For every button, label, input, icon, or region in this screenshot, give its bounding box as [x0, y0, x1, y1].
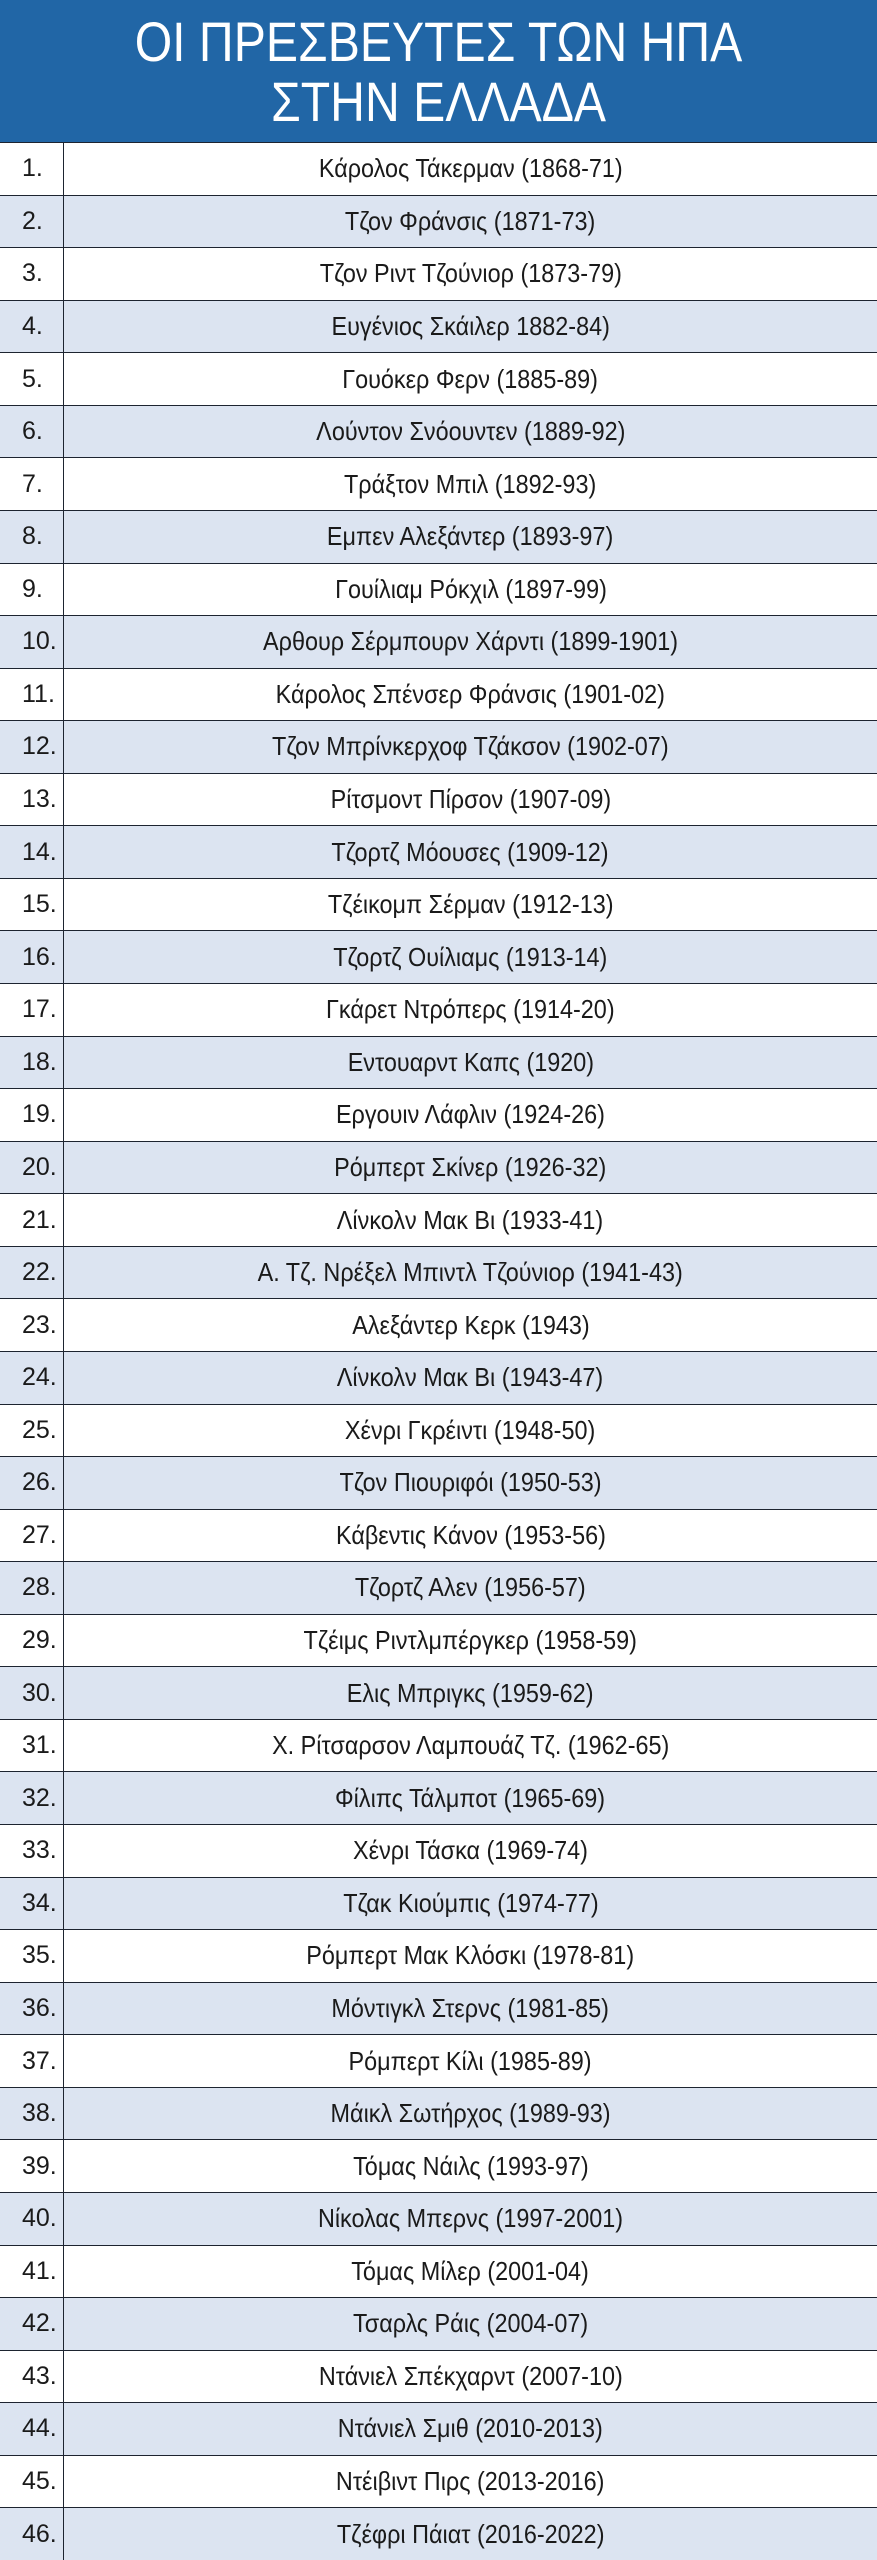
- ambassador-cell: [64, 248, 877, 300]
- row-number: 17.: [0, 984, 64, 1036]
- ambassador-name: Αρθουρ Σέρμπουρν Χάρντι (1899-1901): [263, 626, 678, 657]
- row-number: 30.: [0, 1667, 64, 1719]
- row-number: 3.: [0, 248, 64, 300]
- ambassador-cell: [64, 1457, 877, 1509]
- ambassador-cell: [64, 826, 877, 878]
- ambassadors-table: [0, 142, 877, 2560]
- table-row: [0, 1089, 877, 1142]
- ambassador-name: Ντάνιελ Σπέκχαρντ (2007-10): [318, 2360, 623, 2391]
- table-row: [0, 2035, 877, 2088]
- ambassador-name: Ντάνιελ Σμιθ (2010-2013): [337, 2413, 604, 2444]
- table-row: [0, 1825, 877, 1878]
- ambassador-name: Φίλιπς Τάλμποτ (1965-69): [335, 1782, 606, 1813]
- ambassador-name: Λίνκολν Μακ Βι (1933-41): [337, 1204, 604, 1235]
- ambassador-name: Τζέιμς Ριντλμπέργκερ (1958-59): [303, 1625, 638, 1656]
- row-number: 19.: [0, 1089, 64, 1141]
- ambassador-cell: [64, 1247, 877, 1299]
- row-number: 25.: [0, 1405, 64, 1457]
- row-number: 18.: [0, 1037, 64, 1089]
- ambassador-cell: [64, 1930, 877, 1982]
- table-row: [0, 1457, 877, 1510]
- row-number: 31.: [0, 1720, 64, 1772]
- ambassador-cell: [64, 2456, 877, 2508]
- row-number: 20.: [0, 1142, 64, 1194]
- row-number: 28.: [0, 1562, 64, 1614]
- ambassador-cell: [64, 2088, 877, 2140]
- ambassador-name: Ρόμπερτ Σκίνερ (1926-32): [334, 1151, 607, 1182]
- ambassador-name: Χένρι Τάσκα (1969-74): [353, 1835, 588, 1866]
- ambassador-cell: [64, 458, 877, 510]
- row-number: 43.: [0, 2351, 64, 2403]
- row-number: 46.: [0, 2508, 64, 2560]
- ambassador-name: Ντέιβιντ Πιρς (2013-2016): [336, 2466, 605, 2497]
- ambassador-name: Ρίτσμοντ Πίρσον (1907-09): [330, 784, 611, 815]
- table-row: [0, 1562, 877, 1615]
- row-number: 41.: [0, 2246, 64, 2298]
- row-number: 26.: [0, 1457, 64, 1509]
- row-number: 37.: [0, 2035, 64, 2087]
- table-row: [0, 1667, 877, 1720]
- table-row: [0, 2456, 877, 2509]
- row-number: 8.: [0, 511, 64, 563]
- ambassador-cell: [64, 301, 877, 353]
- table-row: [0, 1878, 877, 1931]
- ambassador-name: Τζορτζ Ουίλιαμς (1913-14): [333, 941, 608, 972]
- row-number: 35.: [0, 1930, 64, 1982]
- row-number: 11.: [0, 669, 64, 721]
- table-row: [0, 458, 877, 511]
- ambassador-name: Τζον Φράνσις (1871-73): [345, 205, 596, 236]
- row-number: 5.: [0, 353, 64, 405]
- row-number: 29.: [0, 1615, 64, 1667]
- ambassador-cell: [64, 1772, 877, 1824]
- table-row: [0, 564, 877, 617]
- row-number: 9.: [0, 564, 64, 616]
- row-number: 14.: [0, 826, 64, 878]
- row-number: 32.: [0, 1772, 64, 1824]
- row-number: 10.: [0, 616, 64, 668]
- ambassador-cell: [64, 1037, 877, 1089]
- table-row: [0, 2246, 877, 2299]
- ambassador-name: Ελις Μπριγκς (1959-62): [347, 1677, 594, 1708]
- row-number: 27.: [0, 1510, 64, 1562]
- page-title: ΟΙ ΠΡΕΣΒΕΥΤΕΣ ΤΩΝ ΗΠΑ ΣΤΗΝ ΕΛΛΑΔΑ: [134, 10, 743, 133]
- row-number: 13.: [0, 774, 64, 826]
- table-row: [0, 301, 877, 354]
- table-row: [0, 2403, 877, 2456]
- ambassador-name: Τζον Μπρίνκερχοφ Τζάκσον (1902-07): [272, 731, 669, 762]
- row-number: 1.: [0, 143, 64, 195]
- table-row: [0, 1405, 877, 1458]
- table-row: [0, 248, 877, 301]
- ambassador-name: Λίνκολν Μακ Βι (1943-47): [337, 1362, 604, 1393]
- ambassador-name: Τσαρλς Ράις (2004-07): [352, 2308, 589, 2339]
- ambassador-cell: [64, 1510, 877, 1562]
- row-number: 40.: [0, 2193, 64, 2245]
- ambassador-name: Ρόμπερτ Μακ Κλόσκι (1978-81): [306, 1940, 635, 1971]
- ambassador-name: Χ. Ρίτσαρσον Λαμπουάζ Τζ. (1962-65): [271, 1730, 670, 1761]
- ambassador-name: Εμπεν Αλεξάντερ (1893-97): [327, 521, 614, 552]
- row-number: 22.: [0, 1247, 64, 1299]
- ambassador-name: Τζον Πιουριφόι (1950-53): [339, 1467, 602, 1498]
- row-number: 4.: [0, 301, 64, 353]
- ambassador-name: Νίκολας Μπερνς (1997-2001): [317, 2203, 624, 2234]
- table-row: [0, 1142, 877, 1195]
- row-number: 38.: [0, 2088, 64, 2140]
- ambassador-name: Τζορτζ Μόουσες (1909-12): [331, 836, 610, 867]
- row-number: 2.: [0, 196, 64, 248]
- row-number: 12.: [0, 721, 64, 773]
- ambassador-cell: [64, 879, 877, 931]
- table-row: [0, 1983, 877, 2036]
- table-row: [0, 353, 877, 406]
- table-row: [0, 1352, 877, 1405]
- ambassador-name: Γκάρετ Ντρόπερς (1914-20): [326, 994, 615, 1025]
- table-row: [0, 196, 877, 249]
- ambassador-name: Κάρολος Σπένσερ Φράνσις (1901-02): [275, 678, 666, 709]
- ambassador-cell: [64, 1194, 877, 1246]
- table-row: [0, 984, 877, 1037]
- ambassador-cell: [64, 1825, 877, 1877]
- ambassador-name: Τόμας Μίλερ (2001-04): [351, 2255, 590, 2286]
- ambassador-cell: [64, 406, 877, 458]
- ambassador-cell: [64, 1720, 877, 1772]
- ambassador-cell: [64, 143, 877, 195]
- ambassador-cell: [64, 2508, 877, 2560]
- table-row: [0, 879, 877, 932]
- table-row: [0, 774, 877, 827]
- ambassador-name: Μόντιγκλ Στερνς (1981-85): [331, 1992, 610, 2023]
- table-row: [0, 2140, 877, 2193]
- ambassador-cell: [64, 2351, 877, 2403]
- table-row: [0, 931, 877, 984]
- ambassador-cell: [64, 1615, 877, 1667]
- ambassador-cell: [64, 1667, 877, 1719]
- table-row: [0, 2351, 877, 2404]
- ambassador-name: Χένρι Γκρέιντι (1948-50): [345, 1414, 596, 1445]
- ambassador-name: Εντουαρντ Καπς (1920): [347, 1046, 594, 1077]
- ambassador-cell: [64, 353, 877, 405]
- row-number: 7.: [0, 458, 64, 510]
- ambassador-name: Τζακ Κιούμπις (1974-77): [342, 1887, 599, 1918]
- ambassador-cell: [64, 2193, 877, 2245]
- ambassador-cell: [64, 1878, 877, 1930]
- row-number: 24.: [0, 1352, 64, 1404]
- ambassador-name: Α. Τζ. Νρέξελ Μπιντλ Τζούνιορ (1941-43): [257, 1257, 684, 1288]
- ambassador-cell: [64, 931, 877, 983]
- row-number: 44.: [0, 2403, 64, 2455]
- table-row: [0, 1615, 877, 1668]
- row-number: 16.: [0, 931, 64, 983]
- table-row: [0, 2088, 877, 2141]
- table-row: [0, 721, 877, 774]
- table-row: [0, 143, 877, 196]
- ambassador-cell: [64, 669, 877, 721]
- table-row: [0, 1720, 877, 1773]
- table-row: [0, 1299, 877, 1352]
- ambassador-name: Γουίλιαμ Ρόκχιλ (1897-99): [334, 573, 607, 604]
- ambassador-cell: [64, 564, 877, 616]
- ambassador-name: Λούντον Σνόουντεν (1889-92): [315, 416, 626, 447]
- ambassador-name: Μάικλ Σωτήρχος (1989-93): [330, 2098, 611, 2129]
- table-row: [0, 406, 877, 459]
- ambassador-cell: [64, 196, 877, 248]
- ambassador-name: Κάρολος Τάκερμαν (1868-71): [318, 153, 623, 184]
- ambassador-name: Τράξτον Μπιλ (1892-93): [344, 468, 597, 499]
- ambassador-cell: [64, 1089, 877, 1141]
- ambassador-name: Τζέικομπ Σέρμαν (1912-13): [327, 889, 614, 920]
- ambassador-name: Τόμας Νάιλς (1993-97): [352, 2150, 589, 2181]
- ambassador-cell: [64, 2403, 877, 2455]
- table-row: [0, 1247, 877, 1300]
- row-number: 36.: [0, 1983, 64, 2035]
- ambassador-cell: [64, 1983, 877, 2035]
- ambassador-cell: [64, 721, 877, 773]
- header-banner: [0, 0, 877, 142]
- ambassador-cell: [64, 984, 877, 1036]
- row-number: 45.: [0, 2456, 64, 2508]
- table-row: [0, 511, 877, 564]
- ambassador-cell: [64, 616, 877, 668]
- ambassador-cell: [64, 2140, 877, 2192]
- row-number: 6.: [0, 406, 64, 458]
- ambassador-name: Ευγένιος Σκάιλερ 1882-84): [331, 310, 610, 341]
- table-row: [0, 1930, 877, 1983]
- ambassador-cell: [64, 1352, 877, 1404]
- table-row: [0, 616, 877, 669]
- row-number: 15.: [0, 879, 64, 931]
- ambassador-name: Κάβεντις Κάνον (1953-56): [335, 1519, 606, 1550]
- table-row: [0, 669, 877, 722]
- ambassador-name: Ρόμπερτ Κίλι (1985-89): [348, 2045, 593, 2076]
- ambassador-name: Τζορτζ Αλεν (1956-57): [355, 1572, 586, 1603]
- table-row: [0, 1037, 877, 1090]
- ambassador-name: Αλεξάντερ Κερκ (1943): [351, 1309, 590, 1340]
- ambassador-cell: [64, 511, 877, 563]
- table-row: [0, 2193, 877, 2246]
- ambassador-cell: [64, 2246, 877, 2298]
- ambassador-name: Τζέφρι Πάιατ (2016-2022): [336, 2518, 605, 2549]
- ambassador-name: Τζον Ριντ Τζούνιορ (1873-79): [319, 258, 622, 289]
- table-row: [0, 1194, 877, 1247]
- table-row: [0, 2508, 877, 2560]
- ambassador-cell: [64, 1562, 877, 1614]
- table-row: [0, 826, 877, 879]
- table-row: [0, 2298, 877, 2351]
- row-number: 23.: [0, 1299, 64, 1351]
- row-number: 21.: [0, 1194, 64, 1246]
- row-number: 42.: [0, 2298, 64, 2350]
- row-number: 39.: [0, 2140, 64, 2192]
- ambassador-cell: [64, 2035, 877, 2087]
- ambassador-name: Εργουιν Λάφλιν (1924-26): [336, 1099, 605, 1130]
- ambassador-cell: [64, 1299, 877, 1351]
- row-number: 33.: [0, 1825, 64, 1877]
- ambassador-cell: [64, 1142, 877, 1194]
- ambassador-cell: [64, 1405, 877, 1457]
- table-row: [0, 1510, 877, 1563]
- table-row: [0, 1772, 877, 1825]
- ambassador-name: Γουόκερ Φερν (1885-89): [342, 363, 599, 394]
- row-number: 34.: [0, 1878, 64, 1930]
- ambassador-cell: [64, 2298, 877, 2350]
- ambassador-cell: [64, 774, 877, 826]
